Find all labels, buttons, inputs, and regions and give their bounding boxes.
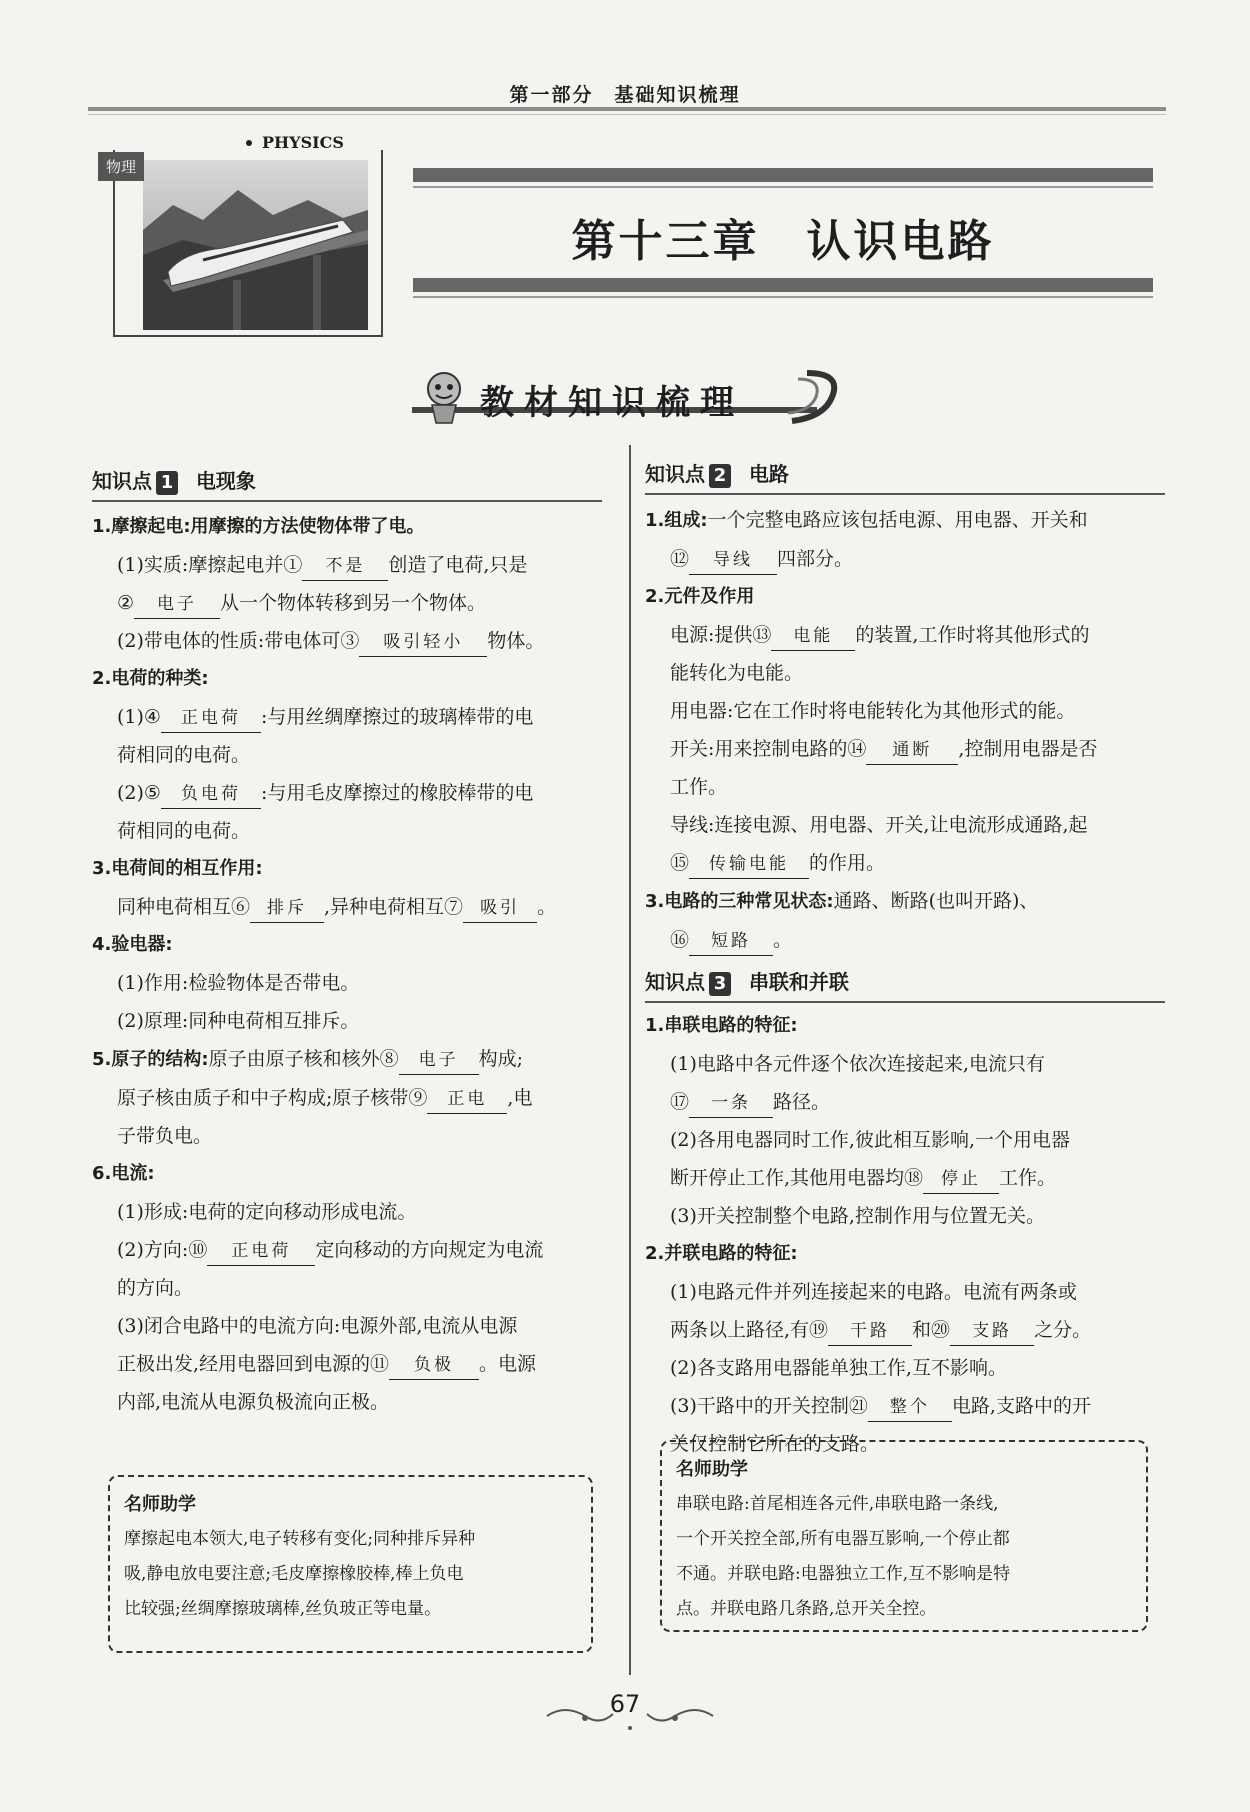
text-line: 开关:用来控制电路的⑭ 通断 ,控制用电器是否 (645, 730, 1165, 768)
chapter-bar-top (413, 168, 1153, 182)
answer-blank: 不是 (302, 552, 388, 581)
answer-blank: 电子 (399, 1046, 479, 1075)
text-line: (3)开关控制整个电路,控制作用与位置无关。 (670, 1205, 1045, 1227)
text-line: 1.串联电路的特征: (645, 1015, 798, 1036)
answer-blank: 吸引轻小 (359, 628, 487, 657)
text-line: ⑯ 短路 。 (645, 921, 1165, 959)
kp-label: 知识点 (92, 469, 152, 493)
answer-blank: 停止 (923, 1165, 999, 1194)
tip-line: 摩擦起电本领大,电子转移有变化;同种排斥异种 (124, 1529, 476, 1549)
text-line: 1.组成:一个完整电路应该包括电源、用电器、开关和 (645, 509, 1088, 531)
text-line: (1)作用:检验物体是否带电。 (117, 972, 360, 994)
kp-title: 电现象 (195, 469, 256, 493)
text-line: 子带负电。 (117, 1125, 213, 1147)
kp-rule (645, 1001, 1165, 1003)
text-line: (2)各支路用电器能单独工作,互不影响。 (670, 1357, 1007, 1379)
subject-tab: 物理 (98, 152, 144, 181)
knowledge-point-1-heading (92, 462, 602, 500)
left-column (92, 462, 602, 1421)
text-line: ⑮ 传输电能 的作用。 (645, 844, 1165, 882)
tip-box-right (660, 1440, 1148, 1632)
physics-label: PHYSICS (262, 133, 344, 152)
running-header: 第一部分 基础知识梳理 (509, 84, 741, 106)
header-rule-thin (88, 114, 1166, 115)
tip-line: 一个开关控全部,所有电器互影响,一个停止都 (676, 1529, 1010, 1549)
kp-number-badge: 1 (156, 471, 178, 495)
tip-title: 名师助学 (124, 1494, 196, 1515)
answer-blank: 负极 (389, 1351, 479, 1380)
train-photo (143, 160, 368, 330)
answer-blank: 电子 (134, 590, 220, 619)
chapter-bar-bottom-thin (413, 296, 1153, 298)
answer-blank: 正电荷 (207, 1237, 315, 1266)
answer-blank: 正电 (427, 1085, 507, 1114)
text-line: (3)闭合电路中的电流方向:电源外部,电流从电源 (117, 1315, 518, 1337)
text-line: (2)带电体的性质:带电体可③ 吸引轻小 物体。 (92, 622, 602, 660)
bullet-dot (246, 140, 252, 146)
section-title: 教材知识梳理 (480, 383, 744, 423)
text-line: 内部,电流从电源负极流向正极。 (117, 1391, 390, 1413)
knowledge-point-2-heading (645, 455, 1165, 493)
answer-blank: 一条 (689, 1089, 773, 1118)
answer-blank: 电能 (771, 622, 855, 651)
text-line: (2)⑤ 负电荷 :与用毛皮摩擦过的橡胶棒带的电 (92, 774, 602, 812)
tip-title: 名师助学 (676, 1459, 748, 1480)
answer-blank: 导线 (689, 546, 777, 575)
text-line: 荷相同的电荷。 (117, 744, 251, 766)
text-line: 原子核由质子和中子构成;原子核带⑨ 正电 ,电 (92, 1079, 602, 1117)
answer-blank: 正电荷 (161, 704, 261, 733)
text-line: 两条以上路径,有⑲ 干路 和⑳ 支路 之分。 (645, 1311, 1165, 1349)
answer-blank: 传输电能 (689, 850, 809, 879)
text-line: ⑰ 一条 路径。 (645, 1083, 1165, 1121)
text-line: 工作。 (670, 776, 728, 798)
text-line: ② 电子 从一个物体转移到另一个物体。 (92, 584, 602, 622)
text-line: (2)原理:同种电荷相互排斥。 (117, 1010, 360, 1032)
text-line: (2)方向:⑩ 正电荷 定向移动的方向规定为电流 (92, 1231, 602, 1269)
text-line: 5.原子的结构:原子由原子核和核外⑧ 电子 构成; (92, 1040, 602, 1079)
text-line: 3.电荷间的相互作用: (92, 858, 263, 879)
text-line: (1)④ 正电荷 :与用丝绸摩擦过的玻璃棒带的电 (92, 698, 602, 736)
column-divider (629, 445, 631, 1675)
chapter-bar-top-thin (413, 186, 1153, 188)
answer-blank: 负电荷 (161, 780, 261, 809)
kp-title: 电路 (748, 462, 789, 486)
right-column (645, 455, 1165, 1463)
text-line: (1)形成:电荷的定向移动形成电流。 (117, 1201, 417, 1223)
text-line: ⑫ 导线 四部分。 (645, 540, 1165, 578)
answer-blank: 排斥 (250, 894, 324, 923)
answer-blank: 短路 (689, 927, 773, 956)
answer-blank: 整个 (868, 1393, 952, 1422)
kp-number-badge: 2 (709, 464, 731, 488)
text-line: 6.电流: (92, 1163, 155, 1184)
text-line: 2.元件及作用 (645, 586, 755, 607)
text-line: 能转化为电能。 (670, 662, 804, 684)
text-line: 关仅控制它所在的支路。 (670, 1433, 880, 1455)
text-line: (3)干路中的开关控制㉑ 整个 电路,支路中的开 (645, 1387, 1165, 1425)
text-line: (2)各用电器同时工作,彼此相互影响,一个用电器 (670, 1129, 1070, 1151)
text-line: 2.并联电路的特征: (645, 1243, 798, 1264)
text-line: 1.摩擦起电:用摩擦的方法使物体带了电。 (92, 516, 425, 537)
tip-line: 比较强;丝绸摩擦玻璃棒,丝负玻正等电量。 (124, 1599, 442, 1619)
kp-number-badge: 3 (709, 972, 731, 996)
knowledge-point-3-heading (645, 963, 1165, 1001)
kp-rule (92, 500, 602, 502)
kp-label: 知识点 (645, 462, 705, 486)
answer-blank: 通断 (866, 736, 958, 765)
text-line: 2.电荷的种类: (92, 668, 209, 689)
text-line: 的方向。 (117, 1277, 194, 1299)
text-line: 断开停止工作,其他用电器均⑱ 停止 工作。 (645, 1159, 1165, 1197)
answer-blank: 支路 (950, 1317, 1034, 1346)
tip-line: 串联电路:首尾相连各元件,串联电路一条线, (676, 1494, 999, 1514)
tip-line: 不通。并联电路:电器独立工作,互不影响是特 (676, 1564, 1011, 1584)
chapter-bar-bottom (413, 278, 1153, 292)
page-number: 67 (609, 1690, 641, 1718)
text-line: 3.电路的三种常见状态:通路、断路(也叫开路)、 (645, 890, 1039, 912)
kp-title: 串联和并联 (748, 970, 849, 994)
kp-label: 知识点 (645, 970, 705, 994)
chapter-title: 第十三章 认识电路 (571, 216, 995, 267)
tip-line: 吸,静电放电要注意;毛皮摩擦橡胶棒,棒上负电 (124, 1564, 464, 1584)
tip-box-left (108, 1475, 593, 1653)
text-line: (1)电路中各元件逐个依次连接起来,电流只有 (670, 1053, 1045, 1075)
text-line: 4.验电器: (92, 934, 173, 955)
text-line: (1)电路元件并列连接起来的电路。电流有两条或 (670, 1281, 1077, 1303)
header-rule (88, 107, 1166, 111)
text-line: 用电器:它在工作时将电能转化为其他形式的能。 (670, 700, 1076, 722)
text-line: 正极出发,经用电器回到电源的⑪ 负极 。电源 (92, 1345, 602, 1383)
text-line: 同种电荷相互⑥ 排斥 ,异种电荷相互⑦ 吸引 。 (92, 888, 602, 926)
text-line: 导线:连接电源、用电器、开关,让电流形成通路,起 (670, 814, 1088, 836)
answer-blank: 吸引 (463, 894, 537, 923)
text-line: (1)实质:摩擦起电并① 不是 创造了电荷,只是 (92, 546, 602, 584)
text-line: 电源:提供⑬ 电能 的装置,工作时将其他形式的 (645, 616, 1165, 654)
tip-line: 点。并联电路几条路,总开关全控。 (676, 1599, 937, 1619)
kp-rule (645, 493, 1165, 495)
text-line: 荷相同的电荷。 (117, 820, 251, 842)
answer-blank: 干路 (828, 1317, 912, 1346)
